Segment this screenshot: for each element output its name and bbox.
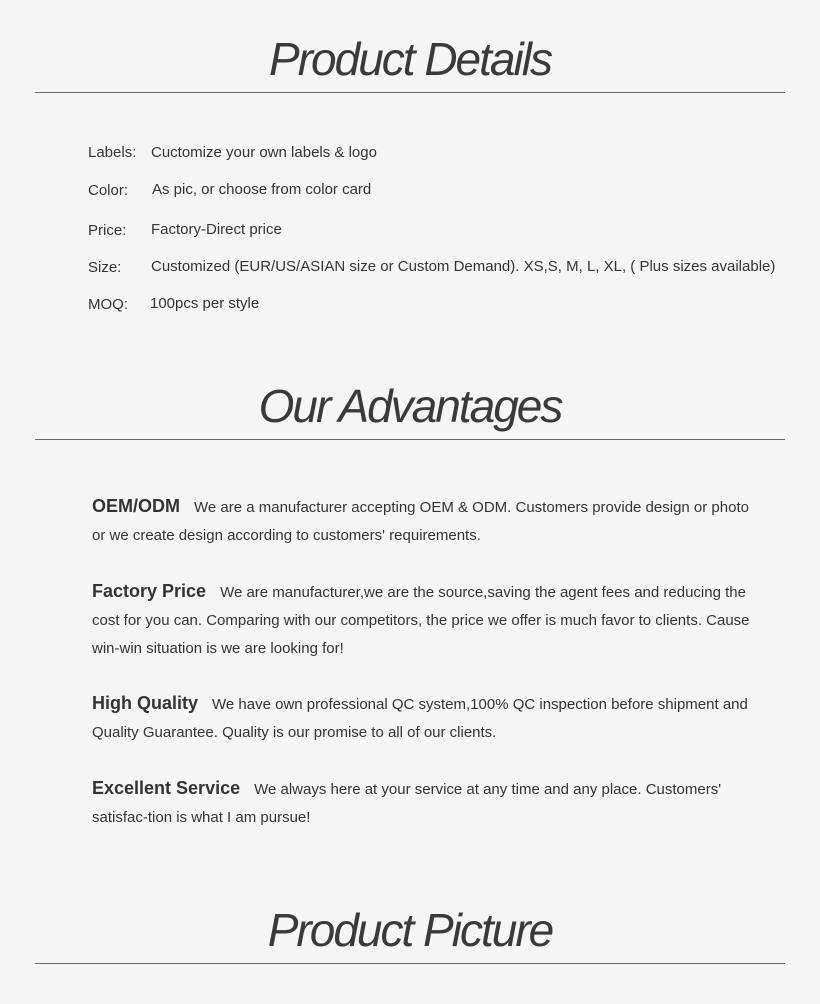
product-picture-title: Product Picture — [267, 904, 553, 956]
detail-label: Price: — [88, 222, 127, 239]
our-advantages-title: Our Advantages — [258, 380, 562, 432]
divider — [35, 963, 785, 964]
detail-value: Factory-Direct price — [151, 221, 282, 238]
advantage-text: We are a manufacturer accepting OEM & ODM. Customers provide design or photo or we create design according to customers' requirements. — [92, 499, 749, 544]
advantage-oem-odm — [92, 492, 762, 550]
advantage-factory-price — [92, 577, 762, 663]
detail-value: Customized (EUR/US/ASIAN size or Custom Demand). XS,S, M, L, XL, ( Plus sizes available) — [151, 258, 776, 275]
advantage-text: We have own professional QC system,100% QC inspection before shipment and Quality Guarantee. Quality is our promise to all of our clients. — [92, 696, 748, 741]
advantage-title: Excellent Service — [92, 778, 241, 798]
advantage-text: We always here at your service at any time and any place. Customers' satisfac-tion is what I am pursue! — [92, 781, 722, 826]
detail-label: MOQ: — [88, 296, 128, 313]
advantage-text: We are manufacturer,we are the source,saving the agent fees and reducing the cost for you can. Comparing with our competitors, the price we offer is much favor to clients. Cause win-win situation is we are looking for! — [92, 584, 750, 657]
detail-value: As pic, or choose from color card — [152, 181, 372, 198]
detail-label: Color: — [88, 182, 129, 199]
divider — [35, 439, 785, 440]
advantage-excellent-service — [92, 774, 762, 832]
detail-value: 100pcs per style — [150, 295, 260, 312]
divider — [35, 92, 785, 93]
advantage-high-quality — [92, 689, 762, 747]
detail-value: Cuctomize your own labels & logo — [151, 144, 377, 161]
advantage-title: OEM/ODM — [92, 496, 180, 516]
advantage-title: High Quality — [92, 693, 199, 713]
advantage-title: Factory Price — [92, 581, 207, 601]
detail-label: Labels: — [88, 144, 137, 161]
product-details-title: Product Details — [269, 33, 551, 85]
detail-label: Size: — [88, 259, 122, 276]
